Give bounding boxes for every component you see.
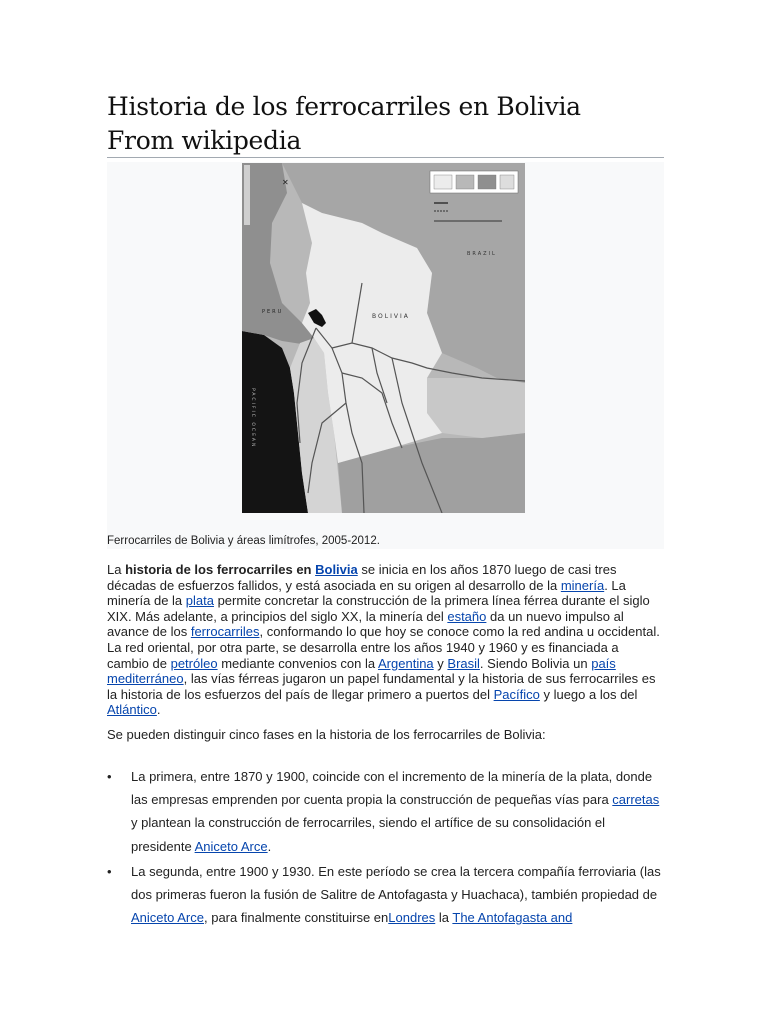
link-pacifico[interactable]: Pacífico bbox=[493, 686, 540, 702]
text-run: mediante convenios con la bbox=[217, 655, 379, 671]
link-carretas[interactable]: carretas bbox=[612, 792, 660, 808]
link-ferrocarriles[interactable]: ferrocarriles bbox=[190, 624, 260, 640]
link-londres[interactable]: Londres bbox=[388, 910, 436, 926]
text-run: . bbox=[267, 838, 272, 854]
phases-list bbox=[107, 765, 667, 931]
link-estano[interactable]: estaño bbox=[447, 608, 487, 624]
text-run: . Siendo Bolivia un bbox=[479, 655, 592, 671]
link-plata[interactable]: plata bbox=[185, 593, 214, 609]
link-petroleo[interactable]: petróleo bbox=[170, 655, 218, 671]
text-run: , conformando lo que hoy se conoce como la red andina u occidental. La red oriental, por otra parte, se desarrolla entre los años 1940 y 1960 y es financiada a cambio de bbox=[107, 624, 660, 671]
text-run: y bbox=[433, 655, 448, 671]
text-run: da un nuevo impulso al avance de los bbox=[107, 608, 624, 640]
link-atlantico[interactable]: Atlántico bbox=[107, 702, 157, 718]
link-pais-mediterraneo[interactable]: país mediterráneo bbox=[107, 655, 616, 687]
phases-intro: Se pueden distinguir cinco fases en la historia de los ferrocarriles de Bolivia: bbox=[107, 727, 546, 742]
bullet-icon: • bbox=[107, 769, 112, 784]
text-run: La primera, entre 1870 y 1900, coincide con el incremento de la minería de la plata, donde las empresas emprenden por cuenta propia la construcción de pequeñas vías para bbox=[131, 769, 653, 808]
text-run: la bbox=[435, 910, 453, 926]
link-bolivia[interactable]: Bolivia bbox=[315, 562, 358, 577]
list-item bbox=[107, 860, 667, 930]
link-aniceto-arce[interactable]: Aniceto Arce bbox=[194, 838, 268, 854]
page-title bbox=[107, 90, 667, 158]
svg-text:✕: ✕ bbox=[282, 178, 289, 187]
intro-paragraph bbox=[107, 562, 662, 718]
figure-caption: Ferrocarriles de Bolivia y áreas limítrofes, 2005-2012. bbox=[107, 535, 380, 547]
title-line-2: From wikipedia bbox=[107, 126, 302, 155]
link-argentina[interactable]: Argentina bbox=[378, 655, 434, 671]
link-antofagasta[interactable]: The Antofagasta and bbox=[452, 910, 573, 926]
bullet-icon: • bbox=[107, 863, 112, 879]
title-line-1: Historia de los ferrocarriles en Bolivia bbox=[107, 92, 581, 121]
text-run: y luego a los del bbox=[539, 686, 638, 702]
link-aniceto-arce[interactable]: Aniceto Arce bbox=[131, 910, 204, 926]
text-run: , para finalmente constituirse en bbox=[204, 910, 389, 926]
link-mineria[interactable]: minería bbox=[560, 577, 605, 593]
title-divider bbox=[107, 157, 664, 158]
text-run: , las vías férreas jugaron un papel fundamental y la historia de sus ferrocarriles es la historia de los esfuerzos del país de llegar primero a puertos del bbox=[107, 671, 656, 702]
map-label-peru: PERU bbox=[262, 309, 284, 315]
text-run: . La minería de la bbox=[107, 577, 626, 609]
bolivia-railway-map bbox=[242, 163, 525, 513]
text-run: La bbox=[107, 562, 126, 577]
bold-term: historia de los ferrocarriles en bbox=[125, 562, 316, 577]
text-run: La segunda, entre 1900 y 1930. En este período se crea la tercera compañía ferroviaria (las dos primeras fueron la fusión de Salitre de Antofagasta y Huachaca), también propiedad de bbox=[131, 863, 661, 903]
map-label-bolivia: BOLIVIA bbox=[372, 313, 410, 320]
text-run: permite concretar la construcción de la primera línea férrea durante el siglo XIX. Más adelante, a principios del siglo XX, la minería del bbox=[107, 593, 650, 624]
text-run: . bbox=[156, 702, 161, 718]
list-item bbox=[107, 765, 667, 858]
map-label-brazil: BRAZIL bbox=[467, 251, 497, 257]
text-run: se inicia en los años 1870 luego de casi tres décadas de esfuerzos fallidos, y está asociada en su origen al desarrollo de la bbox=[107, 562, 617, 593]
text-run: y plantean la construcción de ferrocarriles, siendo el artífice de su consolidación el presidente bbox=[131, 815, 606, 854]
link-brasil[interactable]: Brasil bbox=[447, 655, 480, 671]
map-label-ocean: PACIFIC OCEAN bbox=[250, 388, 255, 449]
